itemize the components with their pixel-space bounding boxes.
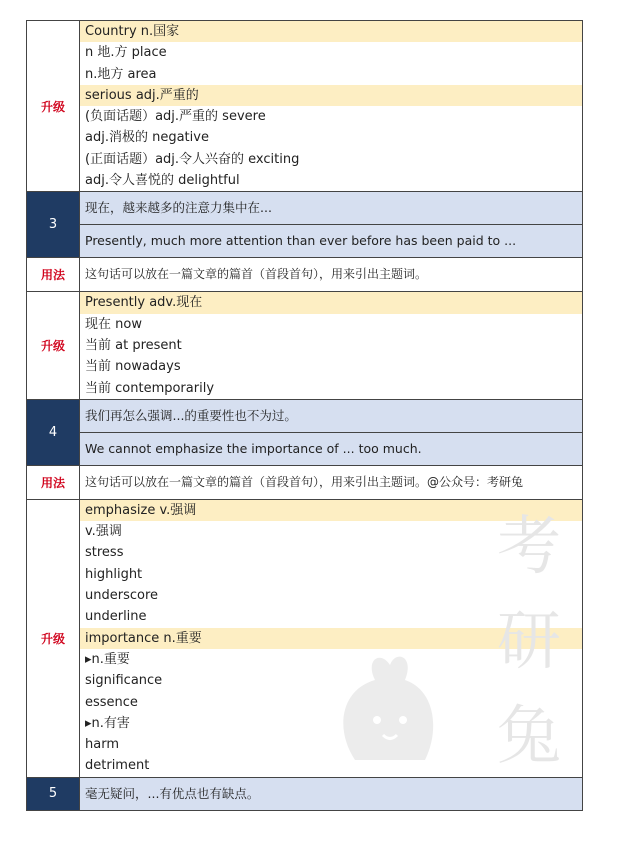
vocab-line: 当前 at present (85, 337, 182, 353)
row-label: 用法 (27, 466, 80, 499)
row-content (80, 292, 582, 398)
row-label: 升级 (27, 292, 80, 398)
vocab-headword: Country n.国家 (80, 21, 582, 42)
sentence-chinese: 现在，越来越多的注意力集中在... (80, 192, 582, 224)
row-content (80, 258, 582, 291)
vocab-line: ▸n.有害 (85, 715, 130, 731)
vocab-headword: emphasize v.强调 (80, 500, 582, 521)
usage-text: 这句话可以放在一篇文章的篇首（首段首句），用来引出主题词。@公众号：考研兔 (85, 474, 524, 489)
vocab-line: essence (85, 694, 138, 710)
vocab-line: adj.消极的 negative (85, 130, 209, 146)
vocab-headword: importance n.重要 (80, 628, 582, 649)
vocab-line: v.强调 (85, 524, 122, 540)
sentence-number: 4 (27, 400, 80, 465)
vocab-row (26, 21, 583, 192)
usage-row (26, 466, 583, 500)
row-label: 升级 (27, 21, 80, 191)
vocab-line: stress (85, 545, 124, 561)
watermark-char: 考 (497, 510, 561, 584)
vocab-line: underscore (85, 588, 159, 604)
vocab-row (26, 500, 583, 778)
row-content (80, 500, 582, 777)
sentence-chinese: 我们再怎么强调...的重要性也不为过。 (80, 400, 582, 432)
row-label: 用法 (27, 258, 80, 291)
vocab-line: harm (85, 737, 119, 753)
vocab-line: 当前 nowadays (85, 359, 181, 375)
vocab-line: underline (85, 609, 147, 625)
vocab-line: detriment (85, 758, 150, 774)
sentence-row (26, 778, 583, 811)
usage-text: 这句话可以放在一篇文章的篇首（首段首句），用来引出主题词。 (85, 267, 428, 282)
vocab-line: n.地方 area (85, 66, 157, 82)
row-content (80, 21, 582, 191)
vocab-headword: serious adj.严重的 (80, 85, 582, 106)
sentence-row (26, 400, 583, 466)
vocab-line: ▸n.重要 (85, 651, 130, 667)
usage-row (26, 258, 583, 292)
vocab-line: n 地.方 place (85, 45, 167, 61)
row-label: 升级 (27, 500, 80, 777)
sentence-english: We cannot emphasize the importance of ... too much. (80, 432, 582, 465)
sentence-chinese: 毫无疑问，...有优点也有缺点。 (80, 778, 582, 810)
vocab-line: significance (85, 673, 163, 689)
sentence-english: Presently, much more attention than ever before has been paid to ... (80, 224, 582, 257)
watermark-char: 兔 (497, 700, 561, 774)
row-content (80, 192, 582, 257)
sentence-number: 5 (27, 778, 80, 810)
vocab-line: (正面话题）adj.令人兴奋的 exciting (85, 151, 300, 167)
vocab-headword: Presently adv.现在 (80, 292, 582, 313)
row-content (80, 778, 582, 810)
row-content (80, 400, 582, 465)
vocab-row (26, 292, 583, 399)
vocab-table (26, 20, 583, 811)
vocab-line: 当前 contemporarily (85, 380, 215, 396)
row-content (80, 466, 582, 499)
vocab-line: 现在 now (85, 316, 142, 332)
watermark-char: 研 (497, 605, 561, 679)
vocab-line: adj.令人喜悦的 delightful (85, 173, 240, 189)
sentence-number: 3 (27, 192, 80, 257)
vocab-line: highlight (85, 566, 143, 582)
sentence-row (26, 192, 583, 258)
vocab-line: (负面话题）adj.严重的 severe (85, 109, 266, 125)
